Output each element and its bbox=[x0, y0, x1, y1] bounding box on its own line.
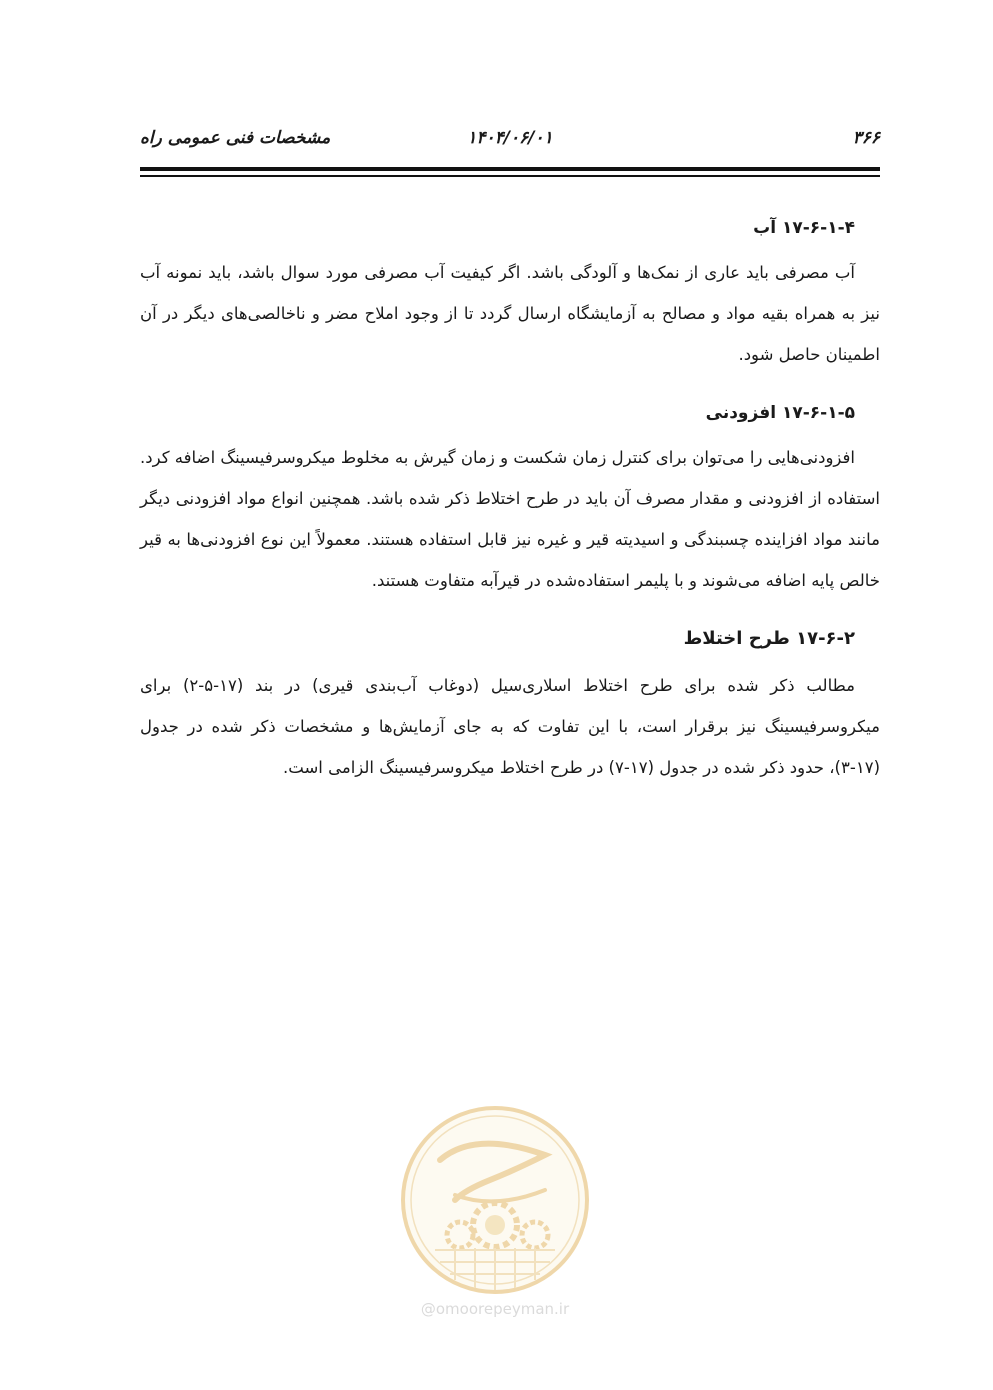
section-paragraph-water: آب مصرفی باید عاری از نمک‌ها و آلودگی باشد. اگر کیفیت آب مصرفی مورد سوال باشد، باید نمونه آب نیز به همراه بقیه مواد و مصالح به آزمایشگاه ارسال گردد تا از وجود املاح مضر و ناخالصی‌های دیگر در آن اطمینان حاصل شود. bbox=[140, 263, 880, 364]
section-paragraph-mix-design: مطالب ذکر شده برای طرح اختلاط اسلاری‌سیل (دوغاب آب‌بندی قیری) در بند (۱۷-۵-۲) برای میکروسرفیسینگ نیز برقرار است، با این تفاوت که به جای آزمایش‌ها و مشخصات ذکر شده در جدول (۱۷-۳)، حدود ذکر شده در جدول (۱۷-۷) در طرح اختلاط میکروسرفیسینگ الزامی است. bbox=[140, 676, 880, 777]
section-heading-additive: ۱۷-۶-۱-۵ افزودنی bbox=[705, 403, 855, 423]
watermark-seal-icon bbox=[395, 1100, 595, 1300]
page-header bbox=[140, 128, 880, 164]
header-rule-thick bbox=[140, 167, 880, 171]
watermark-logo bbox=[395, 1100, 595, 1320]
header-title: مشخصات فنی عمومی راه bbox=[140, 128, 331, 148]
header-date: ۱۴۰۴/۰۶/۰۱ bbox=[467, 128, 553, 148]
watermark-site: @omoorepeyman.ir bbox=[420, 1300, 570, 1318]
section-heading-water: ۱۷-۶-۱-۴ آب bbox=[753, 218, 855, 238]
section-paragraph-additive: افزودنی‌هایی را می‌توان برای کنترل زمان شکست و زمان گیرش به مخلوط میکروسرفیسینگ اضافه کرد. استفاده از افزودنی و مقدار مصرف آن باید در طرح اختلاط ذکر شده باشد. همچنین انواع مواد افزودنی دیگر مانند مواد افزاینده چسبندگی و اسیدیته قیر و غیره نیز قابل استفاده هستند. معمولاً این نوع افزودنی‌ها به قیر خالص پایه اضافه می‌شوند و با پلیمر استفاده‌شده در قیرآبه متفاوت هستند. bbox=[140, 448, 880, 590]
section-heading-mix-design: ۱۷-۶-۲ طرح اختلاط bbox=[683, 628, 855, 649]
header-rule-thin bbox=[140, 175, 880, 177]
page-content bbox=[140, 210, 880, 788]
page-number: ۳۶۶ bbox=[852, 128, 880, 148]
